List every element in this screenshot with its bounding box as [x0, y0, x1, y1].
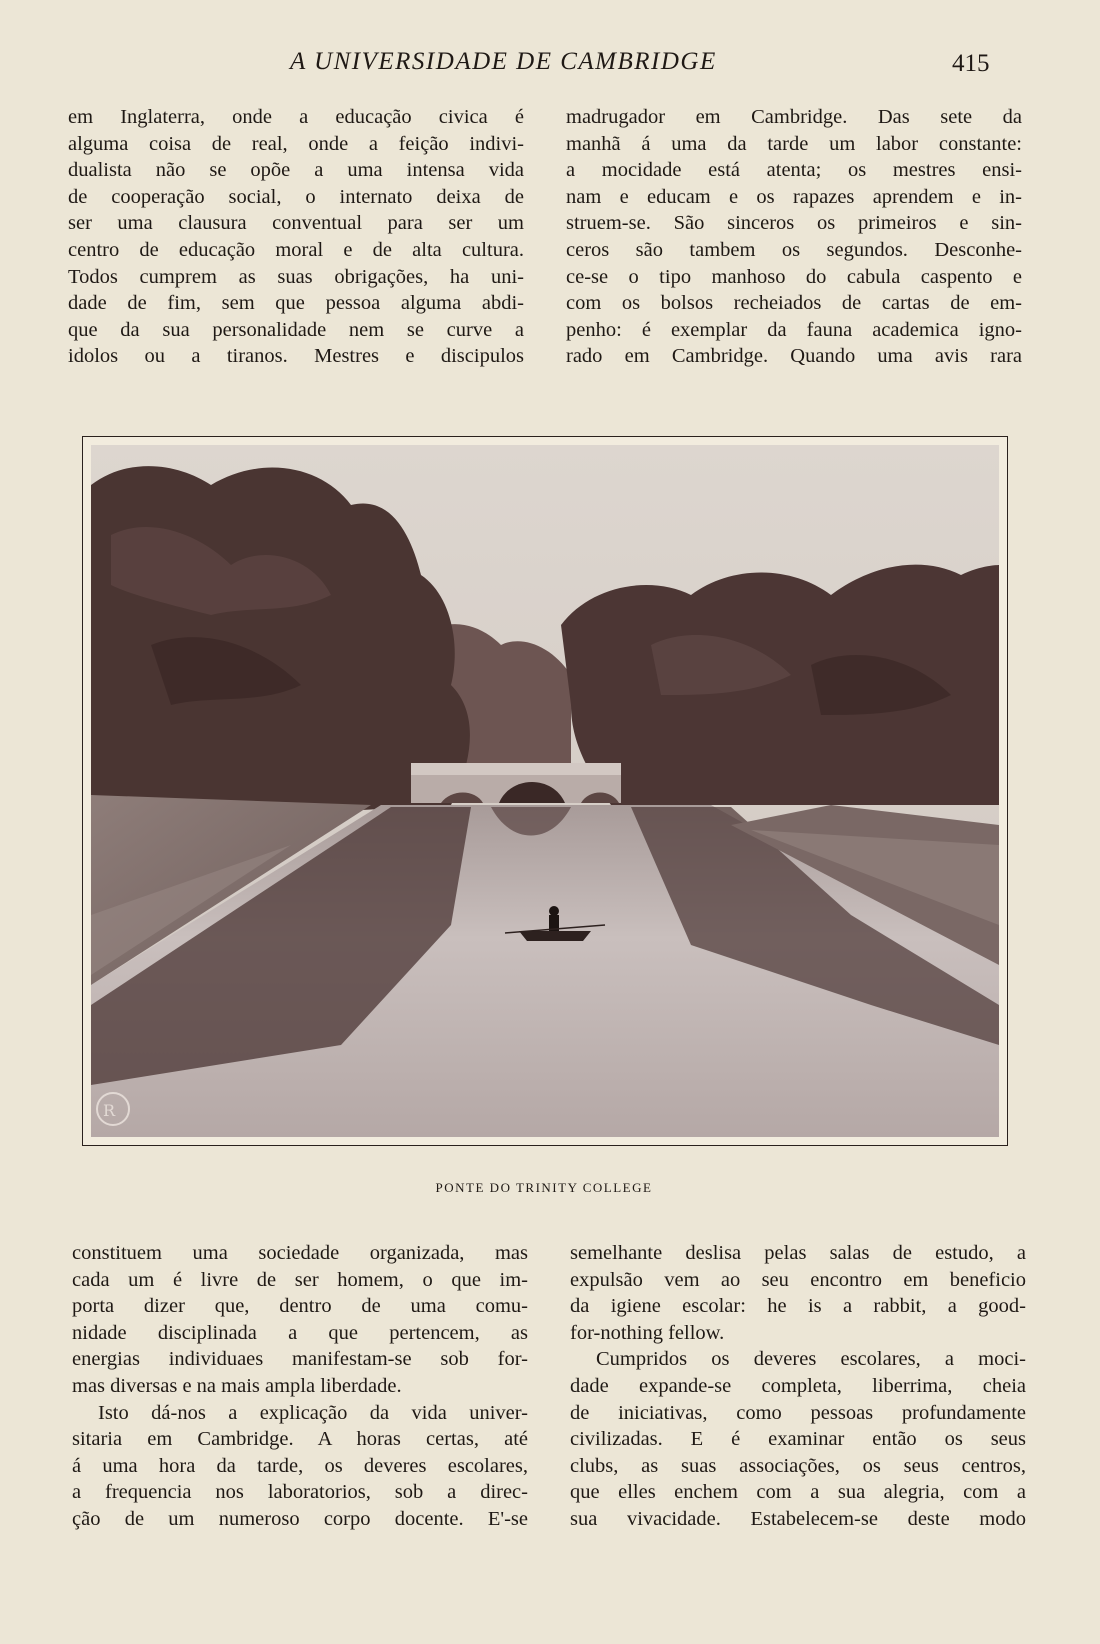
text-line: penho: é exemplar da fauna academica igno-: [566, 318, 1022, 341]
text-line: semelhante deslisa pelas salas de estudo, a: [570, 1242, 1026, 1264]
text-line: Isto dá-nos a explicação da vida univer-: [98, 1401, 528, 1424]
text-line: nam e educam e os rapazes aprendem e in-: [566, 185, 1022, 208]
text-line: sua vivacidade. Estabelecem-se deste modo: [570, 1507, 1026, 1530]
figure-caption: [0, 1180, 1100, 1196]
text-line: á uma hora da tarde, os deveres escolares,: [72, 1454, 528, 1477]
text-line: civilizadas. E é examinar então os seus: [570, 1428, 1026, 1451]
text-column-bottom-right: [570, 1240, 1026, 1533]
text-line: nidade disciplinada a que pertencem, as: [72, 1321, 528, 1344]
text-column-top-left: [68, 104, 524, 370]
text-line: da igiene escolar: he is a rabbit, a good-: [570, 1295, 1026, 1318]
text-line: manhã á uma da tarde um labor constante:: [566, 132, 1022, 155]
text-line: de cooperação social, o internato deixa de: [68, 185, 524, 208]
text-line: dualista não se opõe a uma intensa vida: [68, 159, 524, 182]
text-line: cada um é livre de ser homem, o que im-: [72, 1268, 528, 1291]
text-line: Todos cumprem as suas obrigações, ha uni-: [68, 265, 524, 288]
text-line: ceros são tambem os segundos. Desconhe-: [566, 238, 1022, 261]
text-line: Cumpridos os deveres escolares, a moci-: [596, 1348, 1026, 1371]
text-column-bottom-left: [72, 1240, 528, 1533]
text-line: sitaria em Cambridge. A horas certas, até: [72, 1428, 528, 1451]
text-line: centro de educação moral e de alta cultura.: [68, 238, 524, 261]
photo-illustration: [91, 445, 999, 1137]
running-title: A UNIVERSIDADE DE CAMBRIDGE: [290, 48, 717, 75]
text-line: clubs, as suas associações, os seus centros,: [570, 1454, 1026, 1477]
text-line: dade expande-se completa, liberrima, cheia: [570, 1374, 1026, 1397]
text-line: ção de um numeroso corpo docente. E'-se: [72, 1507, 528, 1530]
page-number: 415: [952, 50, 990, 77]
text-column-top-right: [566, 104, 1022, 370]
text-line: constituem uma sociedade organizada, mas: [72, 1242, 528, 1264]
figure-caption-text: PONTE DO TRINITY COLLEGE: [435, 1180, 653, 1195]
bridge-photograph: [91, 445, 999, 1137]
text-line: idolos ou a tiranos. Mestres e discipulos: [68, 345, 524, 368]
text-line: madrugador em Cambridge. Das sete da: [566, 106, 1022, 128]
text-line: expulsão vem ao seu encontro em beneficio: [570, 1268, 1026, 1291]
text-line: que elles enchem com a sua alegria, com a: [570, 1481, 1026, 1504]
text-line: em Inglaterra, onde a educação civica é: [68, 106, 524, 128]
text-line: mas diversas e na mais ampla liberdade.: [72, 1374, 402, 1397]
text-line: com os bolsos recheiados de cartas de em-: [566, 292, 1022, 315]
text-line: que da sua personalidade nem se curve a: [68, 318, 524, 341]
text-line: rado em Cambridge. Quando uma avis rara: [566, 345, 1022, 368]
text-line: dade de fim, sem que pessoa alguma abdi-: [68, 292, 524, 315]
text-line: alguma coisa de real, onde a feição indivi-: [68, 132, 524, 155]
text-line: a mocidade está atenta; os mestres ensi-: [566, 159, 1022, 182]
text-line: ce-se o tipo manhoso do cabula caspento e: [566, 265, 1022, 288]
text-line: de iniciativas, como pessoas profundamente: [570, 1401, 1026, 1424]
running-head: [0, 48, 1100, 84]
svg-text:R: R: [103, 1101, 116, 1120]
text-line: porta dizer que, dentro de uma comu-: [72, 1295, 528, 1318]
text-line: ser uma clausura conventual para ser um: [68, 212, 524, 235]
text-line: a frequencia nos laboratorios, sob a direc-: [72, 1481, 528, 1504]
text-line: for-nothing fellow.: [570, 1321, 725, 1344]
text-line: energias individuaes manifestam-se sob for-: [72, 1348, 528, 1371]
text-line: struem-se. São sinceros os primeiros e sin-: [566, 212, 1022, 235]
figure-frame: [82, 436, 1008, 1146]
